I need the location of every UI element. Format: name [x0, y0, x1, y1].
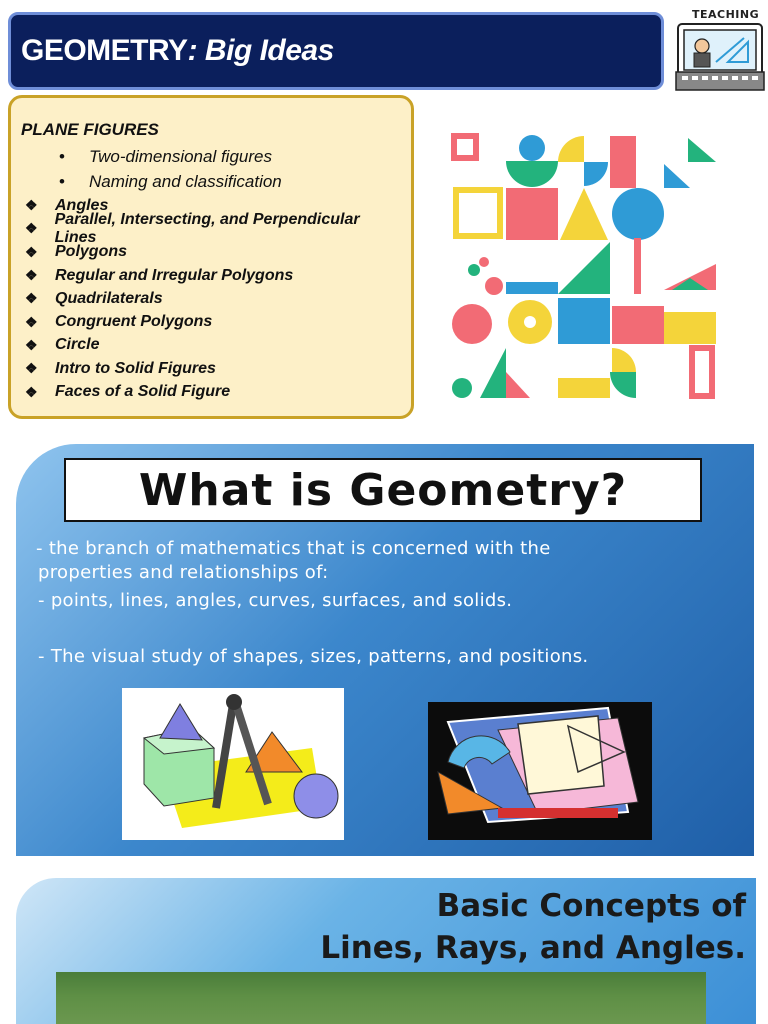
diamond-bullet-icon: ❖ [25, 313, 38, 330]
solid-figures-clipart [122, 688, 344, 840]
topic-list-item: ❖ Regular and Irregular Polygons [21, 264, 401, 287]
bullet-icon: • [59, 146, 65, 166]
diamond-bullet-icon: ❖ [25, 243, 38, 260]
topic-list-item: ❖ Parallel, Intersecting, and Perpendicular Lines [21, 217, 401, 240]
sub-list-item: • Two-dimensional figures [59, 146, 272, 166]
hedge-maze-photo [56, 972, 706, 1024]
basic-concepts-slide [16, 878, 756, 1024]
topics-heading: PLANE FIGURES [21, 120, 159, 139]
topic-list-item: ❖ Polygons [21, 241, 401, 264]
header-title: GEOMETRY [21, 34, 188, 67]
diamond-bullet-icon: ❖ [25, 197, 38, 214]
page-header [8, 12, 664, 90]
geometric-shapes-illustration [446, 126, 726, 406]
diamond-bullet-icon: ❖ [25, 290, 38, 307]
slide-title-line2: Lines, Rays, and Angles. [320, 930, 746, 966]
what-is-geometry-slide [16, 444, 754, 856]
diamond-bullet-icon: ❖ [25, 360, 38, 377]
diamond-bullet-icon: ❖ [25, 383, 38, 400]
header-subtitle: : Big Ideas [187, 34, 334, 67]
topic-list-item: ❖ Faces of a Solid Figure [21, 380, 401, 403]
definition-line: - The visual study of shapes, sizes, patterns, and positions. [38, 646, 589, 667]
topic-list-item: ❖ Intro to Solid Figures [21, 357, 401, 380]
topics-box [8, 95, 414, 419]
diamond-bullet-icon: ❖ [25, 267, 38, 284]
definition-line: - the branch of mathematics that is concerned with the [36, 538, 551, 559]
bullet-icon: • [59, 171, 65, 191]
teaching-badge [672, 2, 768, 98]
teacher-laptop-icon [672, 2, 768, 98]
slide-title-line1: Basic Concepts of [436, 888, 746, 924]
definition-line: - points, lines, angles, curves, surfaces, and solids. [38, 590, 513, 611]
diamond-bullet-icon: ❖ [25, 220, 38, 237]
sub-list-item: • Naming and classification [59, 171, 282, 191]
topic-list-item: ❖ Circle [21, 334, 401, 357]
topic-list-item: ❖ Angles [21, 194, 401, 217]
drawing-tools-clipart [428, 702, 652, 840]
topic-list-item: ❖ Quadrilaterals [21, 287, 401, 310]
definition-line: properties and relationships of: [38, 562, 329, 583]
teaching-label: TEACHING [692, 8, 760, 21]
diamond-bullet-icon: ❖ [25, 336, 38, 353]
slide-title: What is Geometry? [64, 458, 702, 522]
topic-list-item: ❖ Congruent Polygons [21, 310, 401, 333]
